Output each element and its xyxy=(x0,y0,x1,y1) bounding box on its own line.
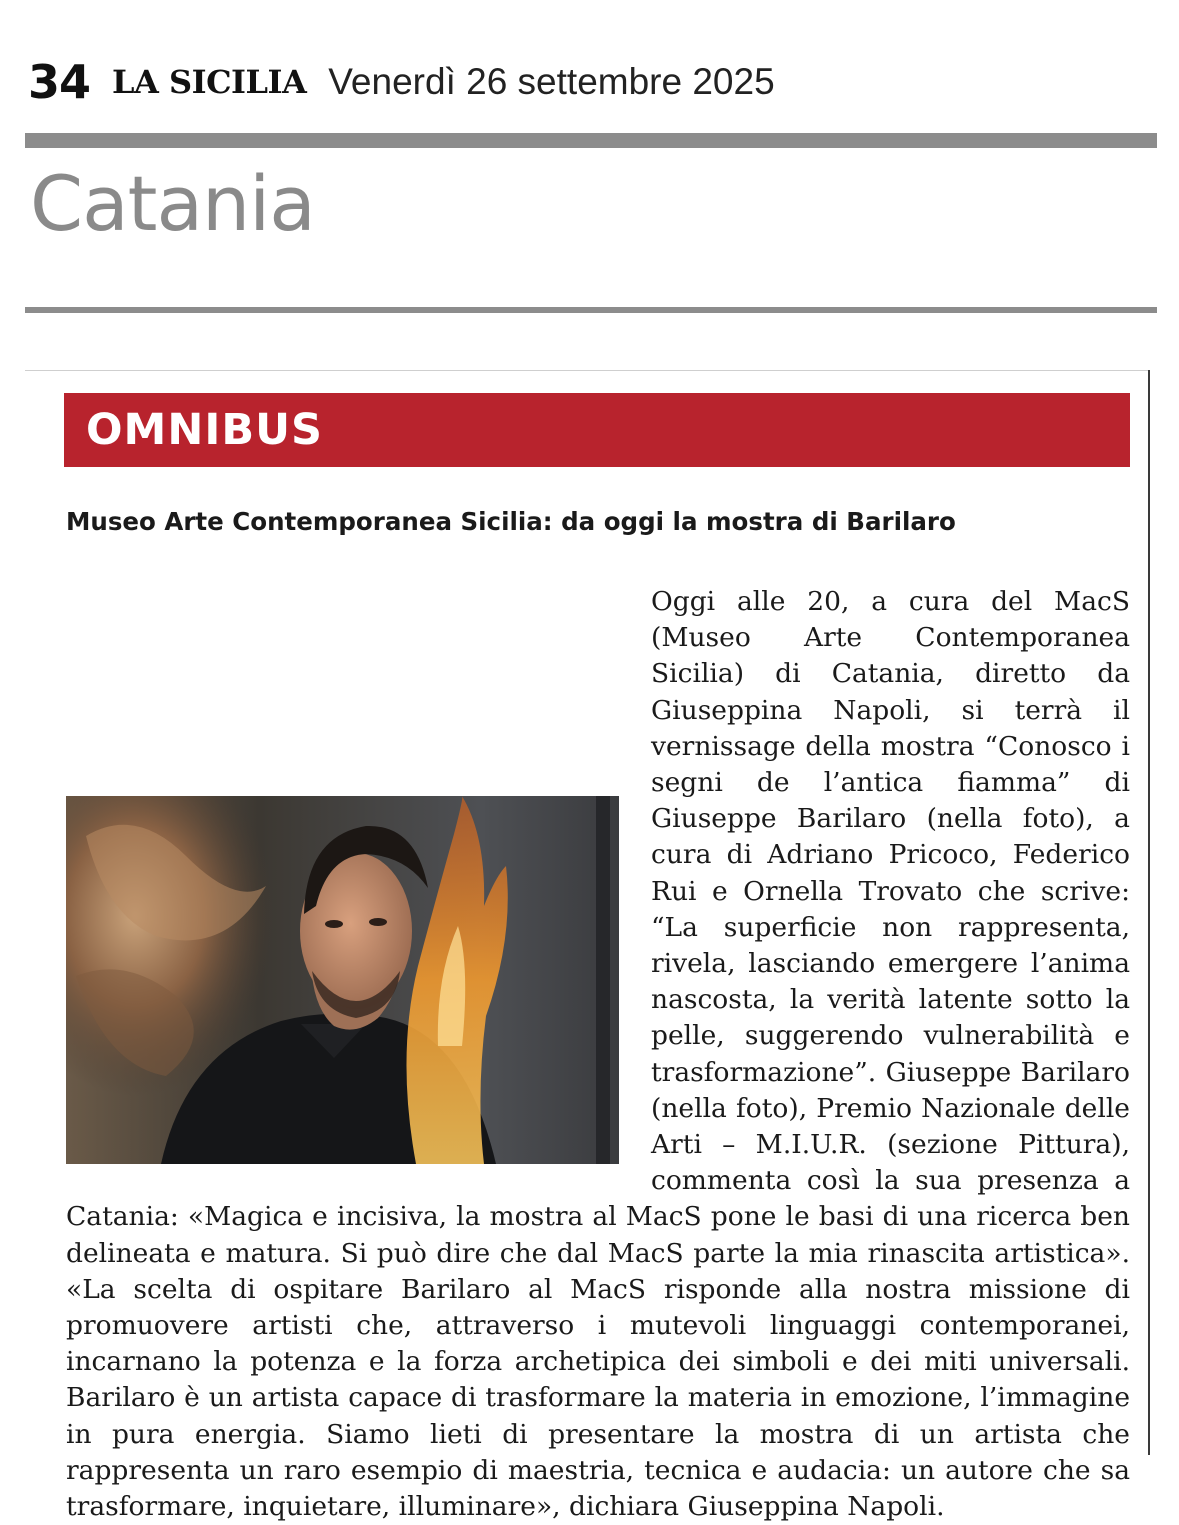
rubric-banner xyxy=(64,393,1130,467)
page-number: 34 xyxy=(28,55,91,109)
masthead xyxy=(28,52,775,112)
issue-date: Venerdì 26 settembre 2025 xyxy=(328,61,775,102)
article-body-text: Oggi alle 20, a cura del MacS (Museo Arte Contemporanea Sicilia) di Catania, diretto da Giuseppina Napoli, si terrà il vernissage della mostra “Conosco i segni de l’antica fiamma” di Giuseppe Barilaro (nella foto), a cura di Adriano Pricoco, Federico Rui e Ornella Trovato che scrive: “La superficie non rappresenta, rivela, lasciando emergere l’anima nascosta, la verità latente sotto la pelle, suggerendo vulnerabilità e trasformazione”. Giuseppe Barilaro (nella foto), Premio Nazionale delle Arti – M.I.U.R. (sezione Pittura), commenta così la sua presenza a Catania: «Magica e incisiva, la mostra al MacS pone le basi di una ricerca ben delineata e matura. Si può dire che dal MacS parte la mia rinascita artistica». «La scelta di ospitare Barilaro al MacS risponde alla nostra missione di promuovere artisti che, attraverso i mutevoli linguaggi contemporanei, incarnano la potenza e la forza archetipica dei simboli e dei miti universali. Barilaro è un artista capace di trasformare la materia in emozione, l’immagine in pura energia. Siamo lieti di presentare la mostra di un artista che rappresenta un raro esempio di maestria, tecnica e audacia: un autore che sa trasformare, inquietare, illuminare», dichiara Giuseppina Napoli. xyxy=(66,586,1130,1523)
newspaper-name: LA SICILIA xyxy=(112,63,307,101)
section-divider xyxy=(25,307,1157,313)
artist-photo-image xyxy=(66,796,619,1164)
artist-photo xyxy=(66,796,619,1164)
header-divider xyxy=(25,133,1157,148)
article-headline: Museo Arte Contemporanea Sicilia: da oggi la mostra di Barilaro xyxy=(66,507,956,536)
article-frame-right xyxy=(1148,370,1150,1455)
article-body xyxy=(66,584,1130,1523)
section-title: Catania xyxy=(30,159,315,248)
rubric-label: OMNIBUS xyxy=(86,405,323,455)
article-frame-top xyxy=(25,370,1150,371)
